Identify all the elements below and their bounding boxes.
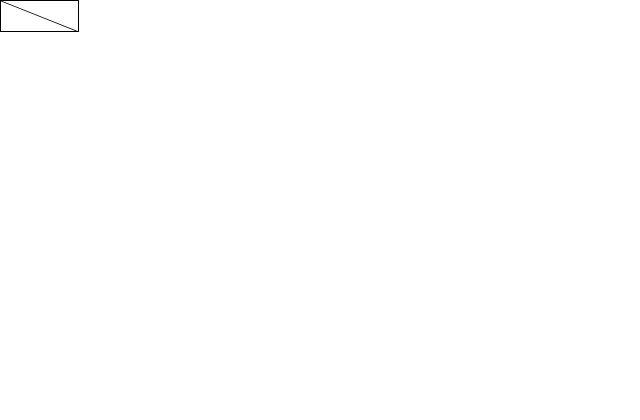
corner-header-cell bbox=[1, 1, 79, 32]
diagonal-line bbox=[1, 1, 79, 32]
header-row bbox=[1, 1, 640, 32]
daily-record-table bbox=[0, 0, 640, 32]
table-body bbox=[1, 1, 640, 32]
